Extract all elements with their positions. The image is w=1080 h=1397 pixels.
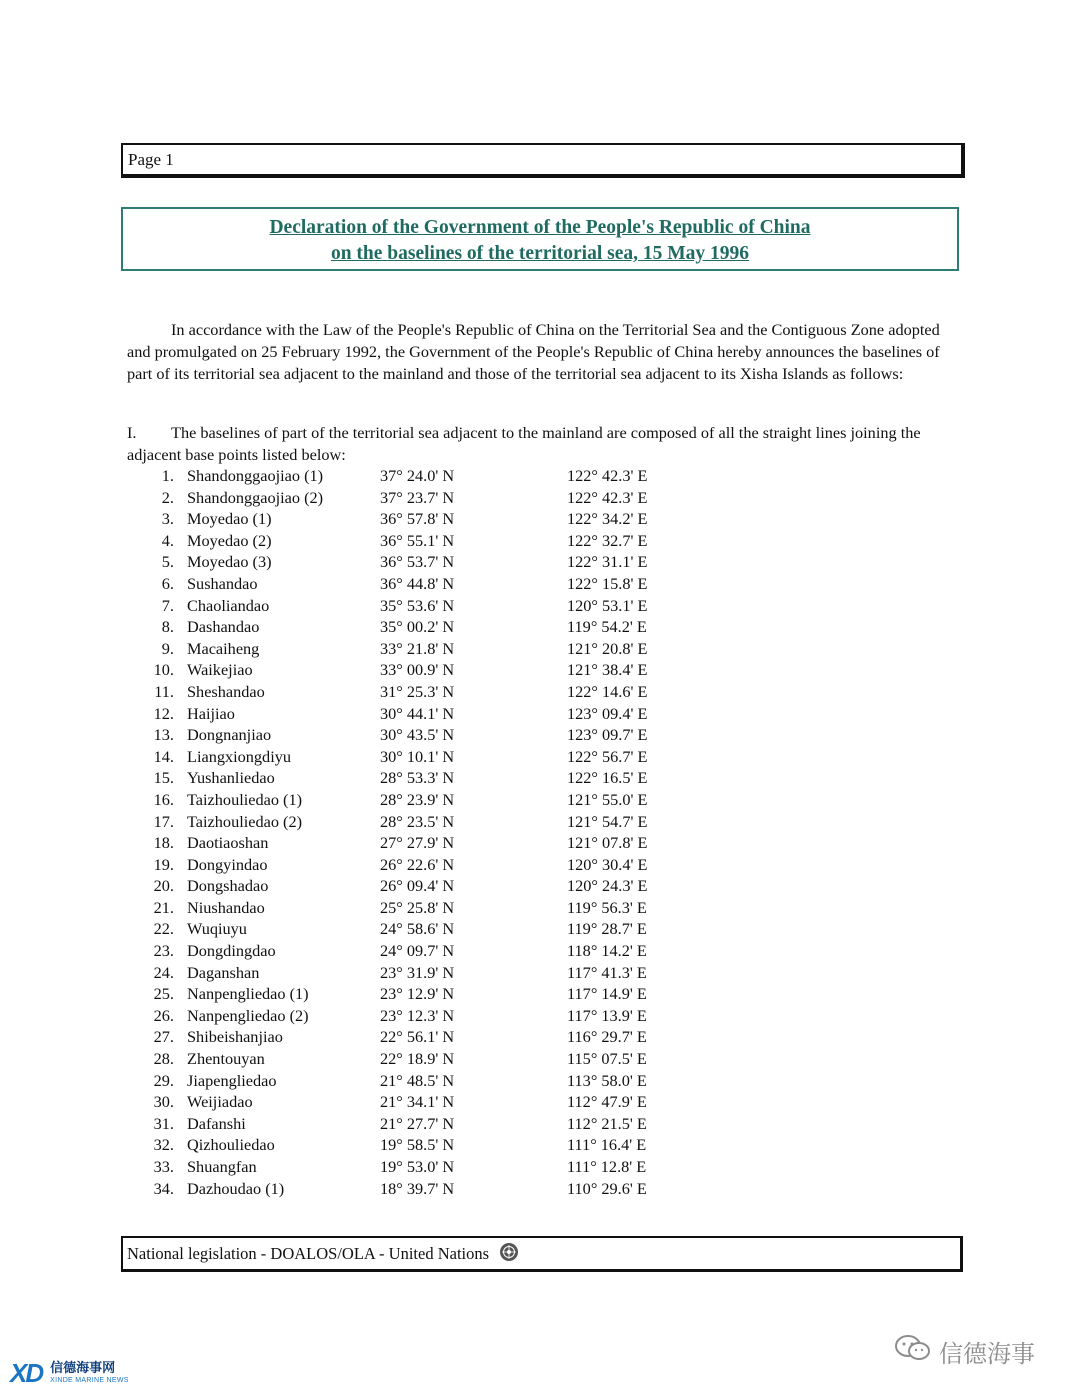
base-point-index: 19. [153, 854, 174, 874]
base-point-latitude: 22° 18.9' N [380, 1049, 455, 1069]
base-point-longitude: 122° 16.5' E [567, 768, 648, 788]
wechat-watermark [893, 1332, 1035, 1370]
base-point-longitude: 123° 09.4' E [567, 703, 648, 723]
base-point-index: 17. [153, 811, 174, 831]
base-point-longitude: 112° 21.5' E [567, 1113, 647, 1133]
base-point-longitude: 122° 31.1' E [567, 552, 648, 572]
base-point-index: 33. [153, 1157, 174, 1176]
base-point-index: 15. [153, 768, 174, 788]
base-point-index: 20. [153, 876, 174, 896]
base-point-index: 22. [153, 919, 174, 939]
base-point-longitude: 121° 54.7' E [567, 811, 648, 831]
section-text: The baselines of part of the territorial sea adjacent to the mainland are composed of all the straight lines joining the adjacent base points listed below: [127, 423, 921, 464]
base-point-index: 6. [161, 573, 174, 593]
base-point-name: Taizhouliedao (1) [187, 789, 303, 809]
base-point-longitude: 120° 24.3' E [567, 876, 648, 896]
base-point-latitude: 36° 57.8' N [380, 509, 455, 529]
wechat-watermark-text: 信德海事 [939, 1339, 1035, 1368]
base-point-longitude: 122° 56.7' E [567, 746, 648, 766]
base-point-index: 1. [161, 466, 174, 485]
base-point-latitude: 30° 10.1' N [380, 746, 455, 766]
base-point-longitude: 111° 16.4' E [567, 1135, 647, 1155]
base-point-longitude: 119° 28.7' E [567, 919, 647, 939]
base-point-name: Shuangfan [187, 1157, 257, 1176]
base-point-name: Yushanliedao [187, 768, 275, 788]
base-point-name: Nanpengliedao (1) [187, 984, 309, 1004]
base-point-latitude: 33° 21.8' N [380, 638, 455, 658]
base-point-name: Dongyindao [187, 854, 268, 874]
base-point-name: Daotiaoshan [187, 833, 269, 853]
wechat-icon [893, 1333, 933, 1369]
base-point-index: 3. [161, 509, 174, 529]
base-point-latitude: 27° 27.9' N [380, 833, 455, 853]
base-point-latitude: 35° 00.2' N [380, 617, 455, 637]
base-point-longitude: 121° 38.4' E [567, 660, 648, 680]
base-point-name: Wuqiuyu [187, 919, 247, 939]
base-point-longitude: 116° 29.7' E [567, 1027, 647, 1047]
base-point-name: Liangxiongdiyu [187, 746, 292, 766]
base-point-name: Dazhoudao (1) [187, 1178, 285, 1198]
base-point-longitude: 122° 42.3' E [567, 487, 648, 507]
base-point-name: Dongshadao [187, 876, 269, 896]
base-point-longitude: 118° 14.2' E [567, 941, 647, 961]
base-point-name: Taizhouliedao (2) [187, 811, 303, 831]
base-point-latitude: 37° 23.7' N [380, 487, 455, 507]
base-point-name: Dafanshi [187, 1113, 246, 1133]
base-point-longitude: 120° 30.4' E [567, 854, 648, 874]
base-point-latitude: 22° 56.1' N [380, 1027, 455, 1047]
xinde-logo [10, 1358, 129, 1388]
base-point-longitude: 122° 14.6' E [567, 681, 648, 701]
base-point-latitude: 31° 25.3' N [380, 681, 455, 701]
base-point-latitude: 30° 44.1' N [380, 703, 455, 723]
base-point-latitude: 23° 31.9' N [380, 962, 455, 982]
base-point-index: 4. [161, 530, 174, 550]
base-point-name: Weijiadao [187, 1092, 253, 1112]
base-point-index: 26. [153, 1005, 174, 1025]
base-point-name: Moyedao (2) [187, 530, 272, 550]
base-point-latitude: 35° 53.6' N [380, 595, 455, 615]
base-point-longitude: 119° 54.2' E [567, 617, 647, 637]
footer-text: National legislation - DOALOS/OLA - United Nations [127, 1244, 490, 1263]
base-point-index: 12. [153, 703, 174, 723]
base-point-index: 7. [161, 595, 174, 615]
base-point-longitude: 117° 14.9' E [567, 984, 647, 1004]
base-point-latitude: 28° 53.3' N [380, 768, 455, 788]
base-point-latitude: 24° 58.6' N [380, 919, 455, 939]
base-point-longitude: 121° 20.8' E [567, 638, 648, 658]
base-point-index: 28. [153, 1049, 174, 1069]
base-point-index: 21. [153, 897, 174, 917]
base-point-latitude: 25° 25.8' N [380, 897, 455, 917]
base-point-longitude: 119° 56.3' E [567, 897, 647, 917]
base-point-name: Sushandao [187, 573, 258, 593]
page-header [121, 143, 965, 178]
base-point-name: Macaiheng [187, 638, 260, 658]
base-point-index: 34. [153, 1178, 174, 1198]
base-point-index: 27. [153, 1027, 174, 1047]
section-one [127, 422, 957, 466]
base-point-name: Haijiao [187, 703, 235, 723]
base-point-index: 18. [153, 833, 174, 853]
base-point-name: Dongnanjiao [187, 725, 272, 745]
base-point-longitude: 121° 55.0' E [567, 789, 648, 809]
base-point-longitude: 115° 07.5' E [567, 1049, 647, 1069]
base-point-longitude: 122° 34.2' E [567, 509, 648, 529]
section-number: I. [127, 423, 137, 442]
base-point-latitude: 36° 55.1' N [380, 530, 455, 550]
base-point-index: 31. [153, 1113, 174, 1133]
xinde-logo-chinese: 信德海事网 [50, 1361, 116, 1376]
base-point-index: 8. [161, 617, 174, 637]
base-point-name: Nanpengliedao (2) [187, 1005, 309, 1025]
base-point-latitude: 19° 58.5' N [380, 1135, 455, 1155]
base-point-latitude: 36° 53.7' N [380, 552, 455, 572]
base-point-name: Shibeishanjiao [187, 1027, 283, 1047]
base-point-index: 2. [161, 487, 174, 507]
base-point-longitude: 112° 47.9' E [567, 1092, 647, 1112]
base-point-index: 9. [161, 638, 174, 658]
base-point-name: Qizhouliedao [187, 1135, 275, 1155]
base-point-latitude: 26° 09.4' N [380, 876, 455, 896]
base-point-longitude: 113° 58.0' E [567, 1070, 647, 1090]
base-point-latitude: 33° 00.9' N [380, 660, 455, 680]
base-point-longitude: 122° 42.3' E [567, 466, 648, 485]
base-point-latitude: 19° 53.0' N [380, 1157, 455, 1176]
base-point-latitude: 18° 39.7' N [380, 1178, 455, 1198]
base-point-longitude: 121° 07.8' E [567, 833, 648, 853]
base-point-name: Niushandao [187, 897, 265, 917]
base-point-index: 14. [153, 746, 174, 766]
base-point-name: Moyedao (3) [187, 552, 272, 572]
base-point-longitude: 111° 12.8' E [567, 1157, 647, 1176]
base-point-latitude: 28° 23.9' N [380, 789, 455, 809]
title-line-2: on the baselines of the territorial sea, 15 May 1996 [330, 243, 750, 264]
base-point-longitude: 122° 32.7' E [567, 530, 648, 550]
base-point-latitude: 26° 22.6' N [380, 854, 455, 874]
base-point-name: Daganshan [187, 962, 260, 982]
base-point-index: 23. [153, 941, 174, 961]
base-point-index: 29. [153, 1070, 174, 1090]
page-footer [121, 1236, 963, 1272]
base-point-name: Chaoliandao [187, 595, 270, 615]
base-point-latitude: 37° 24.0' N [380, 466, 455, 485]
base-point-name: Zhentouyan [187, 1049, 265, 1069]
base-point-index: 24. [153, 962, 174, 982]
base-point-latitude: 23° 12.3' N [380, 1005, 455, 1025]
base-point-name: Dashandao [187, 617, 260, 637]
page-number: Page 1 [128, 150, 174, 169]
base-point-index: 16. [153, 789, 174, 809]
base-point-index: 10. [153, 660, 174, 680]
xinde-logo-mark: XD [10, 1357, 43, 1388]
base-point-name: Jiapengliedao [187, 1070, 277, 1090]
base-point-latitude: 24° 09.7' N [380, 941, 455, 961]
base-point-name: Shandonggaojiao (2) [187, 487, 324, 507]
base-point-index: 25. [153, 984, 174, 1004]
base-point-longitude: 123° 09.7' E [567, 725, 648, 745]
base-point-index: 11. [154, 681, 174, 701]
base-point-longitude: 120° 53.1' E [567, 595, 648, 615]
base-point-index: 30. [153, 1092, 174, 1112]
base-point-latitude: 21° 34.1' N [380, 1092, 455, 1112]
base-point-name: Waikejiao [187, 660, 253, 680]
base-point-name: Shandonggaojiao (1) [187, 466, 324, 485]
base-point-longitude: 117° 41.3' E [567, 962, 647, 982]
base-point-latitude: 36° 44.8' N [380, 573, 455, 593]
base-point-name: Sheshandao [187, 681, 265, 701]
xinde-logo-english: XINDE MARINE NEWS [50, 1377, 129, 1384]
base-point-longitude: 117° 13.9' E [567, 1005, 647, 1025]
base-point-index: 32. [153, 1135, 174, 1155]
base-point-latitude: 30° 43.5' N [380, 725, 455, 745]
document-title-box [121, 207, 959, 271]
base-point-index: 13. [153, 725, 174, 745]
un-emblem-icon [499, 1241, 519, 1272]
base-point-longitude: 110° 29.6' E [567, 1178, 647, 1198]
base-point-latitude: 21° 48.5' N [380, 1070, 455, 1090]
title-line-1: Declaration of the Government of the People's Republic of China [269, 217, 811, 238]
base-point-index: 5. [161, 552, 174, 572]
intro-paragraph: In accordance with the Law of the People's Republic of China on the Territorial Sea and the Contiguous Zone adopted and promulgated on 25 February 1992, the Government of the People's Republic of China hereby announces the baselines of part of its territorial sea adjacent to the mainland and those of the territorial sea adjacent to its Xisha Islands as follows: [127, 320, 940, 383]
base-point-latitude: 28° 23.5' N [380, 811, 455, 831]
base-point-latitude: 23° 12.9' N [380, 984, 455, 1004]
base-point-latitude: 21° 27.7' N [380, 1113, 455, 1133]
base-point-name: Dongdingdao [187, 941, 276, 961]
base-point-name: Moyedao (1) [187, 509, 272, 529]
base-point-longitude: 122° 15.8' E [567, 573, 648, 593]
